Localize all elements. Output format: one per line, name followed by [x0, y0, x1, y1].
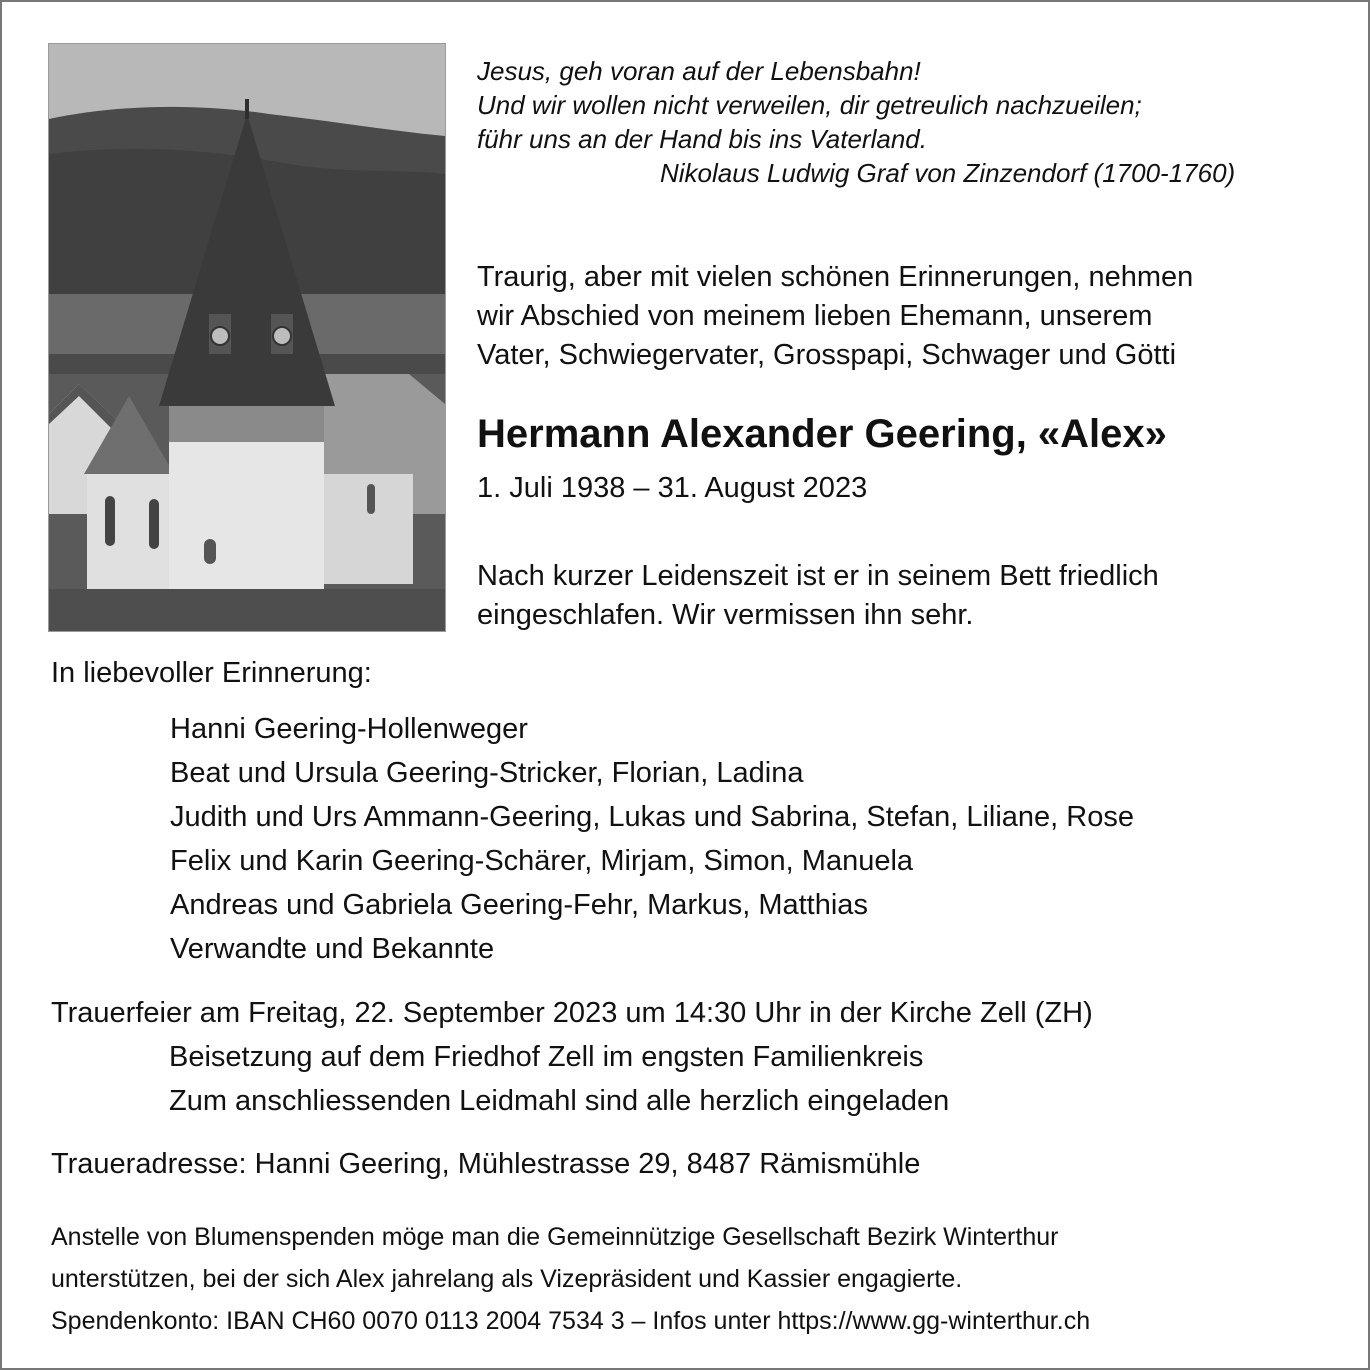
nave-window: [367, 484, 375, 514]
mourner-entry: Andreas und Gabriela Geering-Fehr, Markus, Matthias: [170, 889, 868, 921]
mourning-address: Traueradresse: Hanni Geering, Mühlestrasse 29, 8487 Rämismühle: [51, 1148, 921, 1180]
quote-line: führ uns an der Hand bis ins Vaterland.: [477, 124, 927, 154]
mourner-entry: Hanni Geering-Hollenweger: [170, 713, 528, 745]
passing-line: Nach kurzer Leidenszeit ist er in seinem Bett friedlich: [477, 560, 1159, 592]
tower-window: [204, 539, 216, 564]
spire-finial: [245, 99, 249, 119]
funeral-detail-line: Zum anschliessenden Leidmahl sind alle herzlich eingeladen: [169, 1085, 950, 1117]
funeral-service: Trauerfeier am Freitag, 22. September 2023 um 14:30 Uhr in der Kirche Zell (ZH): [51, 997, 1093, 1029]
foreground-shrubs: [49, 589, 445, 631]
deceased-name: Hermann Alexander Geering, «Alex»: [477, 412, 1167, 456]
clock-face-right: [273, 327, 291, 345]
apse-window-left: [105, 496, 115, 546]
quote-author: Nikolaus Ludwig Graf von Zinzendorf (1700-1760): [660, 158, 1236, 188]
clock-face-left: [211, 327, 229, 345]
quote-line: Jesus, geh voran auf der Lebensbahn!: [477, 56, 921, 86]
intro-line: wir Abschied von meinem lieben Ehemann, unserem: [477, 300, 1153, 332]
donation-line: unterstützen, bei der sich Alex jahrelang als Vizepräsident und Kassier engagierte.: [51, 1265, 963, 1293]
funeral-details: [169, 1035, 949, 1123]
apse-window-right: [149, 499, 159, 549]
mourner-entry: Beat und Ursula Geering-Stricker, Florian, Ladina: [170, 757, 804, 789]
donation-note: [51, 1216, 1351, 1342]
donation-line: Spendenkonto: IBAN CH60 0070 0113 2004 7534 3 – Infos unter https://www.gg-winterthur.ch: [51, 1307, 1091, 1335]
life-dates: 1. Juli 1938 – 31. August 2023: [477, 472, 868, 504]
intro-line: Traurig, aber mit vielen schönen Erinnerungen, nehmen: [477, 261, 1194, 293]
church-illustration: [49, 44, 445, 631]
tower-belfry-band: [169, 406, 324, 442]
funeral-detail-line: Beisetzung auf dem Friedhof Zell im engsten Familienkreis: [169, 1041, 924, 1073]
intro-line: Vater, Schwiegervater, Grosspapi, Schwager und Götti: [477, 339, 1177, 371]
memory-heading: In liebevoller Erinnerung:: [51, 657, 372, 689]
bible-hymn-quote: [477, 54, 1337, 190]
apse-wall: [87, 474, 175, 589]
mourner-entry: Verwandte und Bekannte: [170, 933, 495, 965]
church-photo: [48, 43, 446, 632]
passing-line: eingeschlafen. Wir vermissen ihn sehr.: [477, 599, 974, 631]
mourner-entry: Judith und Urs Ammann-Geering, Lukas und Sabrina, Stefan, Liliane, Rose: [170, 801, 1134, 833]
donation-line: Anstelle von Blumenspenden möge man die Gemeinnützige Gesellschaft Bezirk Winterthur: [51, 1223, 1059, 1251]
quote-line: Und wir wollen nicht verweilen, dir getreulich nachzueilen;: [477, 90, 1142, 120]
intro-text: [477, 258, 1357, 375]
mourner-entry: Felix und Karin Geering-Schärer, Mirjam, Simon, Manuela: [170, 845, 914, 877]
passing-text: [477, 557, 1357, 635]
mourners-list: [170, 707, 1134, 971]
